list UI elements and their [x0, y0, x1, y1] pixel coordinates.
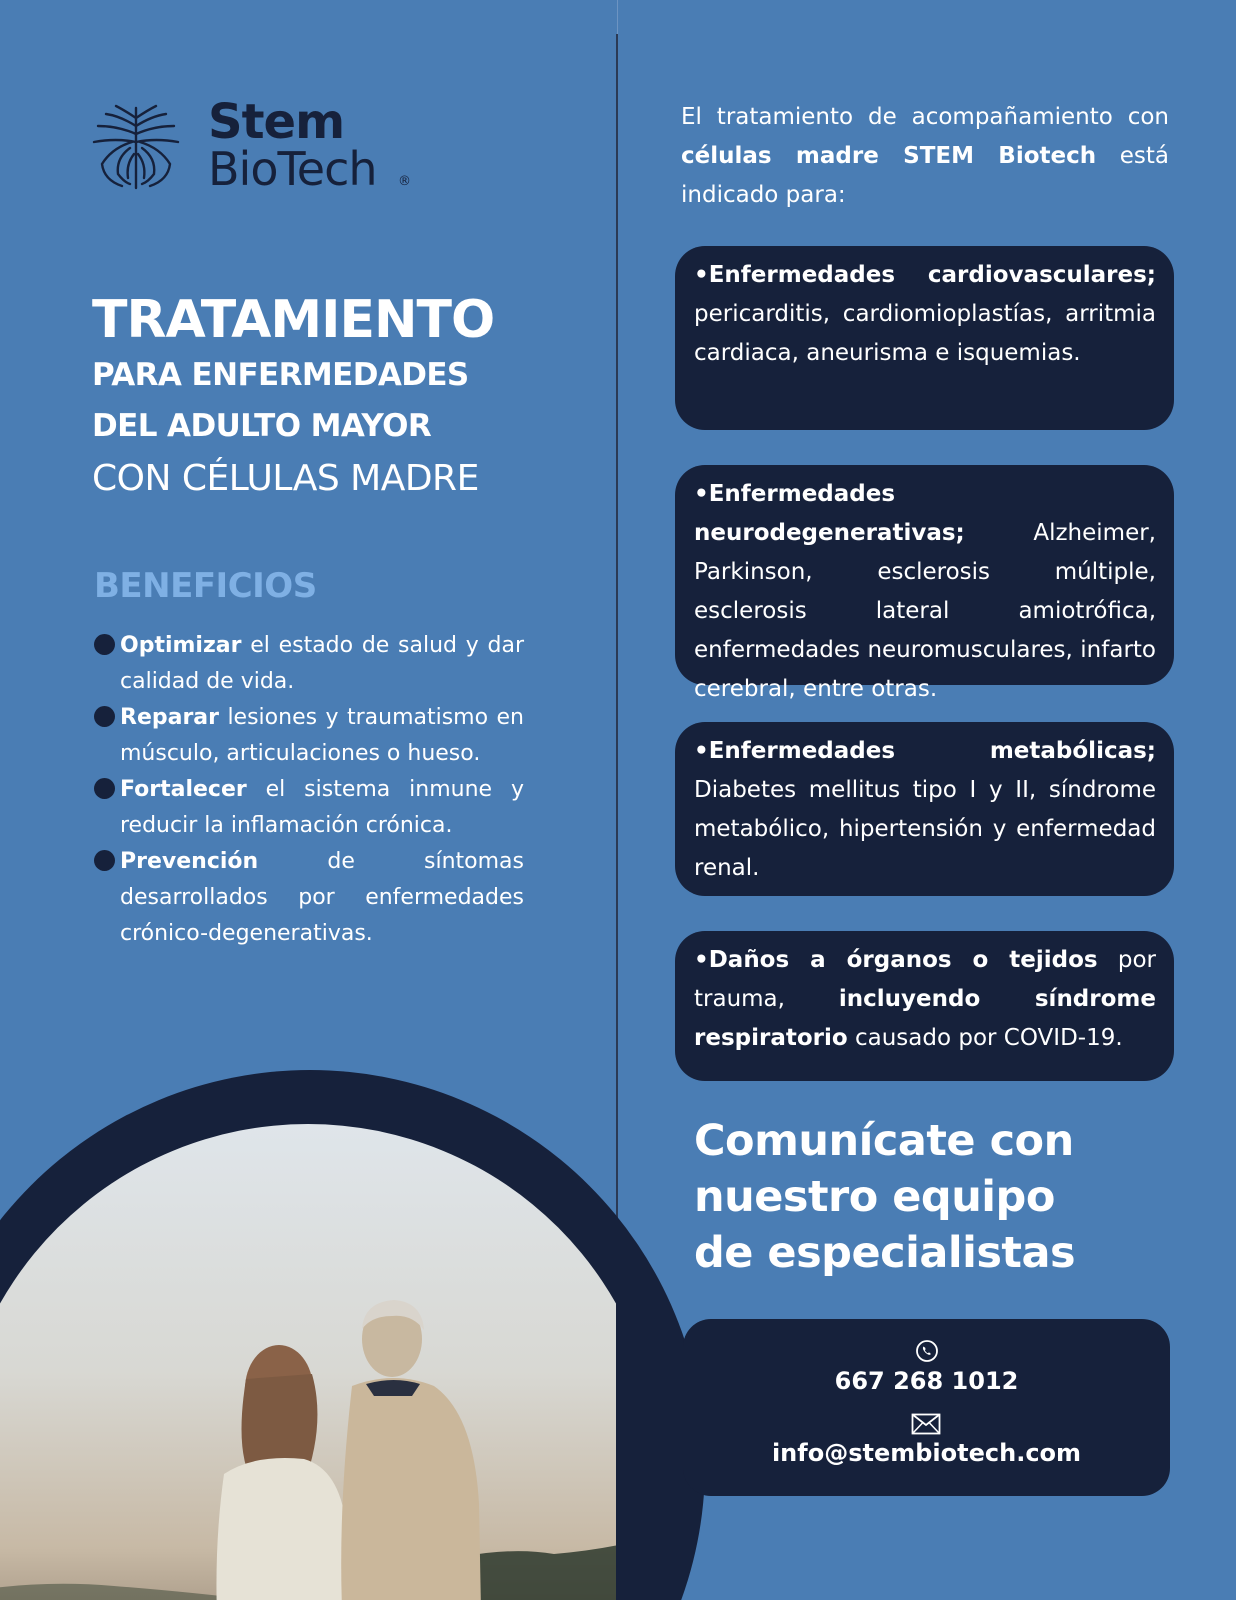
indication-text: pericarditis, cardiomioplastías, arritmia cardiaca, aneurisma e isquemias.: [694, 301, 1156, 366]
brand-name-stem: Stem: [208, 94, 345, 150]
bullet-dot: [94, 634, 115, 655]
envelope-icon: [911, 1413, 941, 1435]
indication-card-metabolic: [675, 722, 1174, 896]
indication-text-2: causado por COVID-19.: [847, 1025, 1123, 1051]
benefit-text: lesiones y traumatismo en músculo, articulaciones o hueso.: [120, 705, 524, 766]
benefit-item: [94, 772, 524, 844]
benefits-title: BENEFICIOS: [94, 566, 317, 606]
benefit-item: [94, 700, 524, 772]
headline-line-3: DEL ADULTO MAYOR: [92, 408, 432, 444]
registered-mark: ®: [398, 174, 411, 189]
cta-line-2: nuestro equipo: [694, 1172, 1055, 1222]
headline-line-1: TRATAMIENTO: [92, 290, 495, 350]
indication-title: •Daños a órganos o tejidos: [694, 947, 1098, 973]
benefit-text: el estado de salud y dar calidad de vida.: [120, 633, 524, 694]
email-address[interactable]: info@stembiotech.com: [771, 1439, 1082, 1467]
intro-bold: células madre STEM Biotech: [681, 143, 1097, 169]
benefit-keyword: Optimizar: [120, 633, 242, 658]
indication-text: Alzheimer, Parkinson, esclerosis múltiple, esclerosis lateral amiotrófica, enfermedades neuromusculares, infarto cerebral, entre otras.: [694, 520, 1156, 702]
indication-card-neurodegenerative: [675, 465, 1174, 702]
headline-line-4: CON CÉLULAS MADRE: [92, 458, 479, 499]
indication-text: por trauma,: [694, 947, 1156, 1012]
column-divider-top: [617, 0, 618, 34]
cta-line-1: Comunícate con: [694, 1116, 1074, 1166]
photo-frame: [0, 1034, 616, 1600]
bullet-dot: [94, 706, 115, 727]
indication-card-organ-damage: [675, 931, 1174, 1081]
indication-title: •Enfermedades metabólicas;: [694, 738, 1156, 764]
benefit-keyword: Reparar: [120, 705, 219, 730]
cta-line-3: de especialistas: [694, 1228, 1076, 1278]
bullet-dot: [94, 850, 115, 871]
contact-box: [683, 1319, 1170, 1496]
headline: [92, 290, 532, 506]
benefit-keyword: Fortalecer: [120, 777, 247, 802]
benefit-item: [94, 628, 524, 700]
benefit-item: [94, 844, 524, 952]
brand-logo: [90, 94, 430, 198]
benefit-keyword: Prevención: [120, 849, 259, 874]
brand-name-biotech: BioTech: [208, 142, 377, 196]
intro-paragraph: [681, 98, 1169, 215]
bullet-dot: [94, 778, 115, 799]
call-to-action: [694, 1113, 1174, 1281]
benefit-text: el sistema inmune y reducir la inflamación crónica.: [120, 777, 524, 838]
indication-card-cardiovascular: [675, 246, 1174, 430]
phone-number[interactable]: 667 268 1012: [834, 1367, 1019, 1395]
indication-bold-text: incluyendo síndrome respiratorio: [694, 986, 1156, 1051]
benefit-text: de síntomas desarrollados por enfermedades crónico-degenerativas.: [120, 849, 524, 946]
benefits-list: [94, 628, 524, 952]
intro-text-1: El tratamiento de acompañamiento con: [681, 104, 1169, 130]
headline-line-2: PARA ENFERMEDADES: [92, 357, 469, 393]
indication-title: •Enfermedades cardiovasculares;: [694, 262, 1156, 288]
intro-text-2: está indicado para:: [681, 143, 1169, 208]
indication-text: Diabetes mellitus tipo I y II, síndrome metabólico, hipertensión y enfermedad renal.: [694, 777, 1156, 881]
phone-icon: [915, 1339, 939, 1363]
elderly-couple-photo: [0, 1124, 616, 1600]
tree-roots-icon: [90, 102, 182, 194]
indication-title: •Enfermedades neurodegenerativas;: [694, 481, 965, 546]
